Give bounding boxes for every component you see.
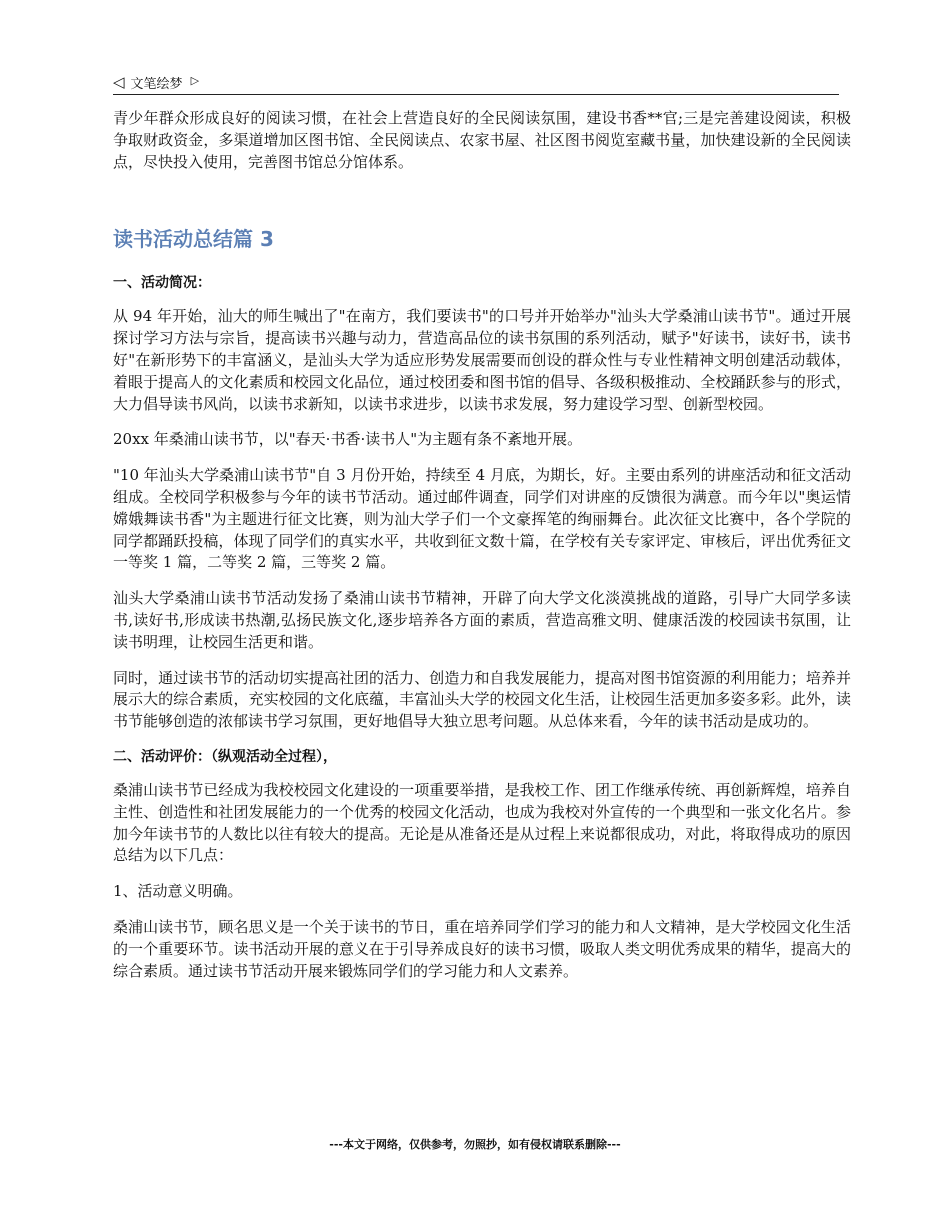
triangle-left-icon: ◁	[113, 72, 125, 91]
page-header	[113, 70, 839, 95]
heading-activity-overview: 一、活动简况：	[113, 275, 211, 292]
footer-disclaimer: ---本文于网络，仅供参考，勿照抄，如有侵权请联系删除---	[329, 1138, 621, 1151]
paragraph: 20xx 年桑浦山读书节，以"春天·书香·读书人"为主题有条不紊地开展。	[113, 430, 583, 449]
paragraph: 桑浦山读书节，顾名思义是一个关于读书的节日，重在培养同学们学习的能力和人文精神，是大学校园文化生活的一个重要环节。读书活动开展的意义在于引导养成良好的读书习惯，吸取人类文明优秀成果的精华，提高大的综合素质。通过读书节活动开展来锻炼同学们的学习能力和人文素养。	[113, 917, 851, 980]
section-title: 读书活动总结篇 3	[113, 227, 274, 252]
paragraph: 从 94 年开始，汕大的师生喊出了"在南方，我们要读书"的口号并开始举办"汕头大学桑浦山读书节"。通过开展探讨学习方法与宗旨，提高读书兴趣与动力，营造高品位的读书氛围的系列活动，赋予"好读书，读好书，读书好"在新形势下的丰富涵义，是汕头大学为适应形势发展需要而创设的群众性与专业性精神文明创建活动载体，着眼于提高人的文化素质和校园文化品位，通过校团委和图书馆的倡导、各级积极推动、全校踊跃参与的形式，大力倡导读书风尚，以读书求新知，以读书求进步，以读书求发展，努力建设学习型、创新型校园。	[113, 307, 851, 413]
heading-activity-evaluation: 二、活动评价：（纵观活动全过程），	[113, 748, 337, 765]
intro-paragraph: 青少年群众形成良好的阅读习惯，在社会上营造良好的全民阅读氛围，建设书香**官;三是完善建设阅读，积极争取财政资金，多渠道增加区图书馆、全民阅读点、农家书屋、社区图书阅览室藏书量，加快建设新的全民阅读点，尽快投入使用，完善图书馆总分馆体系。	[113, 109, 851, 171]
brand-name: 文笔绘梦	[130, 76, 183, 92]
paragraph: 汕头大学桑浦山读书节活动发扬了桑浦山读书节精神，开辟了向大学文化淡漠挑战的道路，引导广大同学多读书,读好书,形成读书热潮,弘扬民族文化,逐步培养各方面的素质，营造高雅文明、健康活泼的校园读书氛围，让读书明理，让校园生活更和谐。	[113, 589, 851, 651]
paragraph: 1、活动意义明确。	[113, 882, 243, 901]
paragraph: 同时，通过读书节的活动切实提高社团的活力、创造力和自我发展能力，提高对图书馆资源的利用能力；培养并展示大的综合素质，充实校园的文化底蕴，丰富汕头大学的校园文化生活，让校园生活更加多姿多彩。此外，读书节能够创造的浓郁读书学习氛围，更好地倡导大独立思考问题。从总体来看，今年的读书活动是成功的。	[113, 668, 851, 731]
document-body	[113, 108, 851, 996]
paragraph: "10 年汕头大学桑浦山读书节"自 3 月份开始，持续至 4 月底，为期长，好。主要由系列的讲座活动和征文活动组成。全校同学积极参与今年的读书节活动。通过邮件调查，同学们对讲座的反馈很为满意。而今年以"奥运情嫦娥舞读书香"为主题进行征文比赛，则为汕大学子们一个文豪挥笔的绚丽舞台。此次征文比赛中，各个学院的同学都踊跃投稿，体现了同学们的真实水平，共收到征文数十篇，在学校有关专家评定、审核后，评出优秀征文一等奖 1 篇，二等奖 2 篇，三等奖 2 篇。	[113, 466, 851, 572]
paragraph: 桑浦山读书节已经成为我校校园文化建设的一项重要举措，是我校工作、团工作继承传统、再创新辉煌，培养自主性、创造性和社团发展能力的一个优秀的校园文化活动，也成为我校对外宣传的一个典型和一张文化名片。参加今年读书节的人数比以往有较大的提高。无论是从准备还是从过程上来说都很成功，对此，将取得成功的原因总结为以下几点：	[113, 780, 851, 865]
triangle-right-icon: ▷	[190, 73, 200, 87]
